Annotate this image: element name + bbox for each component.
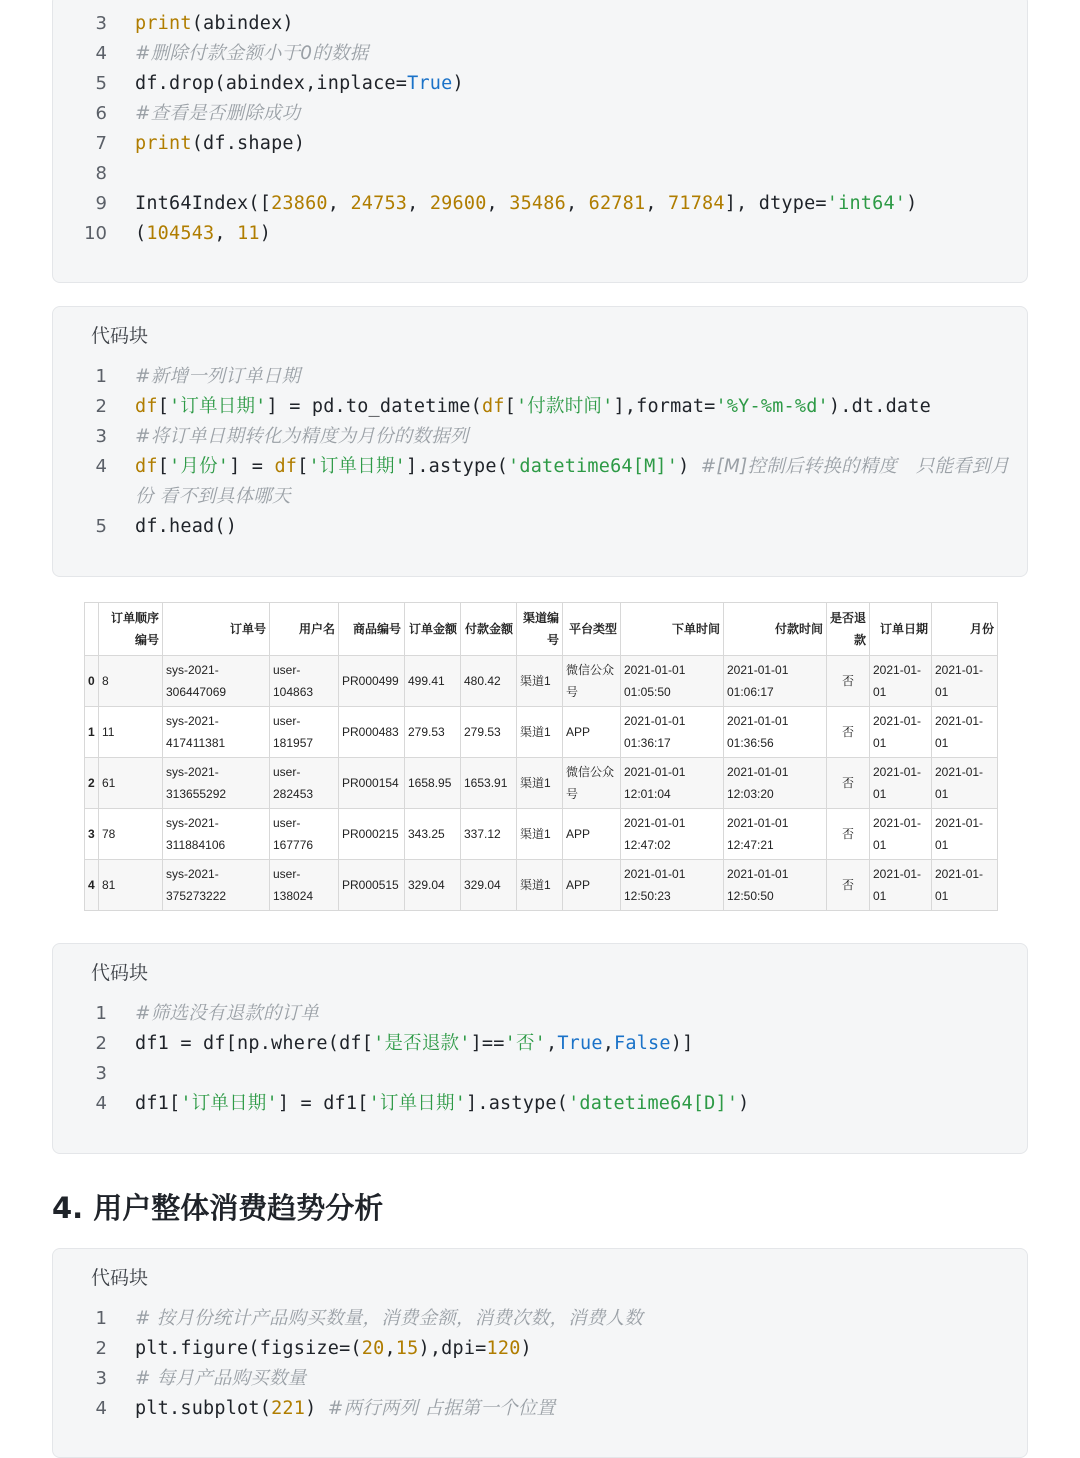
code-token: 'datetime64[D]' [568, 1093, 739, 1114]
row-index: 2 [85, 758, 99, 809]
table-header-row [85, 603, 998, 656]
code-token: ) [305, 1398, 328, 1419]
table-body [85, 656, 998, 911]
table-row [85, 809, 998, 860]
table-cell: 2021-01-01 01:05:50 [621, 656, 724, 707]
code-token: df.drop(abindex,inplace= [135, 73, 408, 94]
code-block-title: 代码块 [91, 1267, 149, 1289]
table-header-cell: 平台类型 [563, 603, 621, 656]
table-cell: 343.25 [405, 809, 461, 860]
table-cell: 微信公众号 [563, 656, 621, 707]
code-token: 62781 [588, 193, 646, 214]
table-cell: 渠道1 [517, 758, 563, 809]
code-token: '否' [504, 1033, 546, 1054]
code-text [135, 1089, 750, 1119]
code-token: ] = pd.to_datetime( [266, 396, 482, 417]
code-line [53, 1364, 1027, 1394]
table-cell: 2021-01-01 12:03:20 [724, 758, 827, 809]
table-cell: 337.12 [461, 809, 517, 860]
code-block-1 [52, 0, 1028, 283]
code-line [53, 512, 1027, 542]
table-row [85, 758, 998, 809]
table-cell: 2021-01-01 [870, 707, 932, 758]
code-token: , [327, 193, 351, 214]
code-line [53, 99, 1027, 129]
code-line [53, 1334, 1027, 1364]
code-token: ) [678, 456, 701, 477]
table-cell: 1658.95 [405, 758, 461, 809]
line-number: 3 [95, 13, 107, 34]
code-token: 20 [361, 1338, 385, 1359]
code-token: plt.subplot( [135, 1398, 272, 1419]
table-cell: 2021-01-01 [870, 809, 932, 860]
table-cell: 81 [99, 860, 163, 911]
table-cell: sys-2021-313655292 [163, 758, 270, 809]
code-token: 71784 [668, 193, 725, 214]
code-token: '订单日期' [180, 1093, 278, 1114]
code-comment: # 按月份统计产品购买数量，消费金额，消费次数，消费人数 [135, 1308, 643, 1329]
code-token: , [384, 1338, 396, 1359]
table-cell: 否 [827, 809, 870, 860]
code-text [135, 452, 1009, 482]
code-token: 104543 [146, 223, 215, 244]
table-cell: 329.04 [405, 860, 461, 911]
code-token: ),dpi= [418, 1338, 487, 1359]
table-cell: 2021-01-01 [932, 809, 998, 860]
code-text [135, 69, 464, 99]
code-token: '订单日期' [169, 396, 267, 417]
table-cell: 279.53 [461, 707, 517, 758]
code-line [53, 9, 1027, 39]
table-cell: 2021-01-01 01:06:17 [724, 656, 827, 707]
code-token: 24753 [350, 193, 408, 214]
code-line [53, 39, 1027, 69]
table-cell: 否 [827, 860, 870, 911]
line-number: 10 [84, 223, 107, 244]
code-block-3 [52, 943, 1028, 1154]
table-cell: user-104863 [270, 656, 339, 707]
table-cell: 61 [99, 758, 163, 809]
code-text [135, 512, 237, 542]
code-text [135, 9, 294, 39]
line-number: 3 [95, 426, 107, 447]
table-header-cell: 订单号 [163, 603, 270, 656]
code-text [135, 1029, 693, 1059]
line-number: 2 [95, 396, 107, 417]
code-comment: #筛选没有退款的订单 [135, 1003, 320, 1024]
table-cell: user-181957 [270, 707, 339, 758]
table-row [85, 860, 998, 911]
code-text [135, 362, 300, 392]
table-header-cell: 付款时间 [724, 603, 827, 656]
code-token: df [135, 396, 158, 417]
dataframe-table [84, 602, 998, 911]
code-text [135, 422, 469, 452]
table-cell: 2021-01-01 12:50:23 [621, 860, 724, 911]
table-cell: 329.04 [461, 860, 517, 911]
table-cell: 8 [99, 656, 163, 707]
code-token: ).dt.date [828, 396, 931, 417]
code-token: '付款时间' [515, 396, 614, 417]
code-token: print [135, 13, 192, 34]
code-line [53, 1394, 1027, 1424]
table-header-cell: 商品编号 [339, 603, 405, 656]
code-comment: # 每月产品购买数量 [135, 1368, 307, 1389]
code-text [135, 999, 319, 1029]
code-token: 120 [486, 1338, 521, 1359]
table-cell: user-167776 [270, 809, 339, 860]
table-cell: sys-2021-306447069 [163, 656, 270, 707]
code-line [53, 159, 1027, 189]
code-token: ) [520, 1338, 532, 1359]
code-token: df [274, 456, 298, 477]
dataframe-output [84, 602, 997, 911]
line-number: 4 [95, 1093, 107, 1114]
code-token: , [407, 193, 430, 214]
code-comment: #两行两列 占据第一个位置 [327, 1398, 556, 1419]
table-cell: 渠道1 [517, 656, 563, 707]
code-token: False [614, 1033, 671, 1054]
code-token: , [214, 223, 238, 244]
code-lines [53, 999, 1027, 1119]
code-token: print [135, 133, 192, 154]
line-number: 4 [95, 43, 107, 64]
line-number: 5 [95, 73, 107, 94]
code-token: [ [504, 396, 516, 417]
table-cell: 渠道1 [517, 809, 563, 860]
table-header-cell: 付款金额 [461, 603, 517, 656]
table-header-cell: 订单顺序编号 [99, 603, 163, 656]
code-token: ) [738, 1093, 750, 1114]
code-comment: #将订单日期转化为精度为月份的数据列 [135, 426, 469, 447]
code-token: ].astype( [405, 456, 509, 477]
table-cell: 11 [99, 707, 163, 758]
code-token: 11 [237, 223, 260, 244]
line-number: 9 [95, 193, 107, 214]
table-cell: PR000215 [339, 809, 405, 860]
line-number: 3 [95, 1368, 107, 1389]
table-cell: APP [563, 707, 621, 758]
code-token: [ [297, 456, 309, 477]
table-cell: PR000483 [339, 707, 405, 758]
code-token: 'int64' [826, 193, 907, 214]
line-number: 7 [95, 133, 107, 154]
code-line-continuation [53, 482, 1027, 512]
table-cell: PR000515 [339, 860, 405, 911]
code-token: ].astype( [466, 1093, 569, 1114]
code-token: 15 [395, 1338, 419, 1359]
code-text [135, 129, 305, 159]
line-number: 1 [95, 1308, 107, 1329]
code-block-2 [52, 306, 1028, 577]
code-line [53, 362, 1027, 392]
line-number: 4 [95, 1398, 107, 1419]
table-cell: 否 [827, 656, 870, 707]
code-text [135, 219, 271, 249]
code-token: 'datetime64[M]' [508, 456, 679, 477]
table-cell: 2021-01-01 12:50:50 [724, 860, 827, 911]
code-text [135, 1364, 306, 1394]
code-text [135, 392, 931, 422]
table-cell: 2021-01-01 [870, 656, 932, 707]
code-token: df [481, 396, 505, 417]
code-token: 35486 [509, 193, 566, 214]
code-token: '订单日期' [368, 1093, 467, 1114]
table-cell: 499.41 [405, 656, 461, 707]
table-cell: APP [563, 809, 621, 860]
code-token: [ [157, 456, 170, 477]
table-header-cell: 是否退款 [827, 603, 870, 656]
table-cell: 2021-01-01 01:36:17 [621, 707, 724, 758]
table-cell: 微信公众号 [563, 758, 621, 809]
code-line [53, 1029, 1027, 1059]
code-text [135, 189, 917, 219]
code-text [135, 1304, 643, 1334]
row-index: 0 [85, 656, 99, 707]
code-lines [53, 362, 1027, 542]
code-token: ) [259, 223, 272, 244]
code-token: (df.shape) [191, 133, 306, 154]
code-lines [53, 9, 1027, 249]
code-line [53, 219, 1027, 249]
table-cell: APP [563, 860, 621, 911]
table-header-cell: 订单日期 [870, 603, 932, 656]
code-token: ] = [229, 456, 275, 477]
table-header-cell: 用户名 [270, 603, 339, 656]
code-token: ) [906, 193, 918, 214]
code-token: df [135, 456, 158, 477]
code-line [53, 1059, 1027, 1089]
table-cell: PR000154 [339, 758, 405, 809]
code-token: df1[ [135, 1093, 181, 1114]
code-token: True [557, 1033, 603, 1054]
table-header-cell: 订单金额 [405, 603, 461, 656]
code-token: '%Y-%m-%d' [715, 396, 829, 417]
table-cell: sys-2021-375273222 [163, 860, 270, 911]
line-number: 5 [95, 516, 107, 537]
table-cell: sys-2021-311884106 [163, 809, 270, 860]
code-comment: #[M]控制后转换的精度 只能看到月 [700, 456, 1010, 477]
code-line [53, 69, 1027, 99]
table-cell: 480.42 [461, 656, 517, 707]
code-line [53, 999, 1027, 1029]
table-header-cell: 下单时间 [621, 603, 724, 656]
code-token: '是否退款' [373, 1033, 471, 1054]
code-line [53, 1304, 1027, 1334]
code-comment: #查看是否删除成功 [135, 103, 301, 124]
code-token: '月份' [169, 456, 230, 477]
code-token: )] [670, 1033, 694, 1054]
table-cell: 2021-01-01 [932, 860, 998, 911]
code-token: [ [157, 396, 170, 417]
code-line [53, 129, 1027, 159]
code-text [135, 39, 368, 69]
code-line [53, 422, 1027, 452]
code-line [53, 1089, 1027, 1119]
line-number: 3 [95, 1063, 107, 1084]
code-text [135, 99, 300, 129]
line-number: 2 [95, 1033, 107, 1054]
line-number: 4 [95, 456, 107, 477]
line-number: 1 [95, 366, 107, 387]
table-cell: 2021-01-01 [870, 860, 932, 911]
table-cell: 2021-01-01 [870, 758, 932, 809]
table-header-cell [85, 603, 99, 656]
code-text [135, 1334, 532, 1364]
code-block-title: 代码块 [91, 325, 149, 347]
code-token: '订单日期' [308, 456, 406, 477]
code-comment: 份 看不到具体哪天 [135, 486, 291, 507]
code-token: ],format= [613, 396, 716, 417]
code-token: ] = df1[ [277, 1093, 369, 1114]
line-number: 1 [95, 1003, 107, 1024]
table-cell: 2021-01-01 12:47:21 [724, 809, 827, 860]
table-cell: 279.53 [405, 707, 461, 758]
table-cell: 2021-01-01 12:47:02 [621, 809, 724, 860]
code-text [135, 1394, 555, 1424]
row-index: 4 [85, 860, 99, 911]
table-row [85, 656, 998, 707]
code-comment: #删除付款金额小于0的数据 [135, 43, 369, 64]
code-comment: #新增一列订单日期 [135, 366, 301, 387]
code-block-4 [52, 1248, 1028, 1458]
code-token: (abindex) [191, 13, 294, 34]
code-token: , [645, 193, 669, 214]
table-header-cell: 渠道编号 [517, 603, 563, 656]
code-token: ]== [470, 1033, 505, 1054]
code-token: True [407, 73, 453, 94]
table-cell: PR000499 [339, 656, 405, 707]
table-cell: 渠道1 [517, 707, 563, 758]
table-cell: 2021-01-01 [932, 758, 998, 809]
table-header-cell: 月份 [932, 603, 998, 656]
code-token: df1 = df[np.where(df[ [135, 1033, 374, 1054]
code-token: , [546, 1033, 558, 1054]
line-number: 8 [95, 163, 107, 184]
code-token: Int64Index([ [135, 193, 272, 214]
table-cell: 否 [827, 758, 870, 809]
code-token: , [602, 1033, 615, 1054]
row-index: 3 [85, 809, 99, 860]
code-lines [53, 1304, 1027, 1424]
code-line [53, 189, 1027, 219]
table-cell: 78 [99, 809, 163, 860]
code-token: plt.figure(figsize=( [135, 1338, 362, 1359]
code-line [53, 392, 1027, 422]
code-text [135, 482, 291, 512]
code-token: ( [135, 223, 147, 244]
code-line [53, 452, 1027, 482]
code-block-title: 代码块 [91, 962, 149, 984]
row-index: 1 [85, 707, 99, 758]
code-token: ], dtype= [724, 193, 827, 214]
line-number: 6 [95, 103, 107, 124]
code-token: ) [452, 73, 464, 94]
table-cell: user-138024 [270, 860, 339, 911]
table-cell: 2021-01-01 01:36:56 [724, 707, 827, 758]
code-token: df.head() [135, 516, 238, 537]
table-cell: 2021-01-01 [932, 707, 998, 758]
table-cell: 1653.91 [461, 758, 517, 809]
code-token: 221 [271, 1398, 306, 1419]
code-token: 23860 [271, 193, 328, 214]
table-cell: sys-2021-417411381 [163, 707, 270, 758]
line-number: 2 [95, 1338, 107, 1359]
table-cell: 2021-01-01 [932, 656, 998, 707]
code-token: , [565, 193, 589, 214]
code-token: 29600 [429, 193, 487, 214]
table-cell: 渠道1 [517, 860, 563, 911]
section-heading: 4. 用户整体消费趋势分析 [52, 1191, 384, 1225]
table-cell: 否 [827, 707, 870, 758]
table-row [85, 707, 998, 758]
code-token: , [486, 193, 510, 214]
table-cell: user-282453 [270, 758, 339, 809]
table-cell: 2021-01-01 12:01:04 [621, 758, 724, 809]
